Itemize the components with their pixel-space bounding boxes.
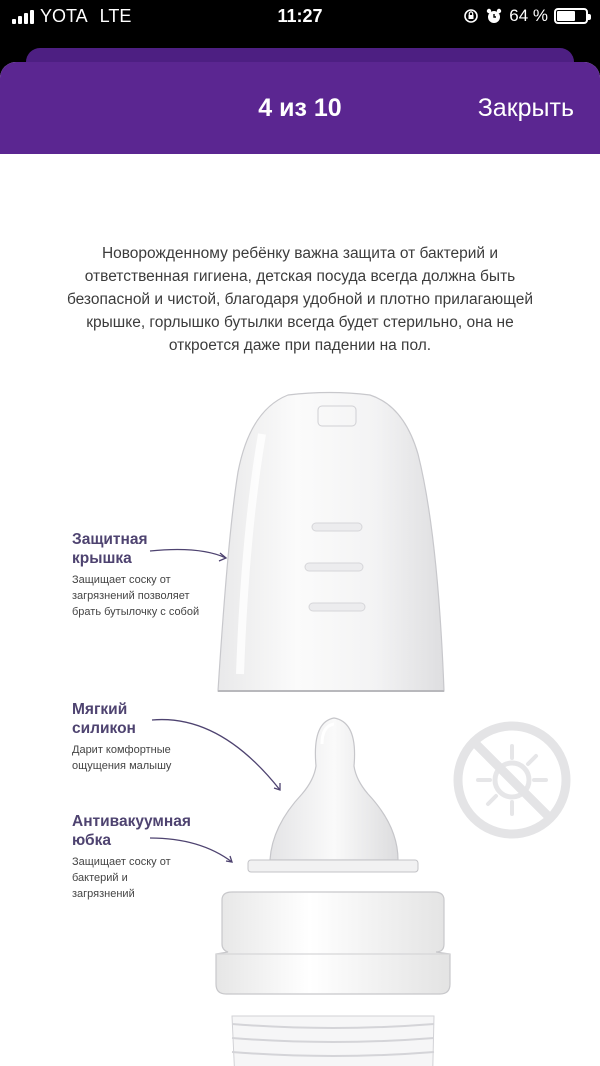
sheet-header (0, 62, 600, 154)
feature-title-cap: Защитная крышка (72, 531, 148, 567)
status-time: 11:27 (277, 6, 323, 26)
network-type: LTE (99, 6, 132, 26)
image-viewer-sheet (0, 62, 600, 1066)
status-right (463, 6, 588, 26)
nipple-image (248, 718, 418, 872)
carrier-name: YOTA (40, 6, 88, 26)
close-button[interactable]: Закрыть (477, 94, 574, 122)
image-counter: 4 из 10 (258, 94, 342, 122)
collar-ring-image (216, 892, 450, 994)
feature-desc-cap: Защищает соску от загрязнений позволяет брать бутылочку с собой (72, 574, 200, 618)
status-bar (0, 0, 600, 34)
feature-title-skirt: Антивакуумная юбка (72, 813, 191, 849)
battery-level (557, 11, 575, 21)
battery-icon (554, 8, 588, 24)
protective-cap-image (218, 393, 444, 692)
battery-percent: 64 % (509, 6, 548, 25)
orientation-lock-icon (463, 8, 479, 24)
product-image (0, 154, 600, 1066)
no-bacteria-icon (458, 726, 566, 834)
bottle-neck-image (232, 1016, 434, 1066)
alarm-icon (485, 7, 503, 25)
feature-title-silicone: Мягкий силикон (72, 701, 136, 737)
feature-desc-silicone: Дарит комфортные ощущения малышу (72, 744, 172, 772)
feature-desc-skirt: Защищает соску от бактерий и загрязнений (72, 856, 171, 900)
intro-text: Новорожденному ребёнку важна защита от бактерий и ответственная гигиена, детская посуда всегда должна быть безопасной и чистой, благодаря удобной и плотно прилагающей крышке, горлышко бутылки всегда будет стерильно, она не откроется даже при падении на пол. (66, 245, 534, 354)
